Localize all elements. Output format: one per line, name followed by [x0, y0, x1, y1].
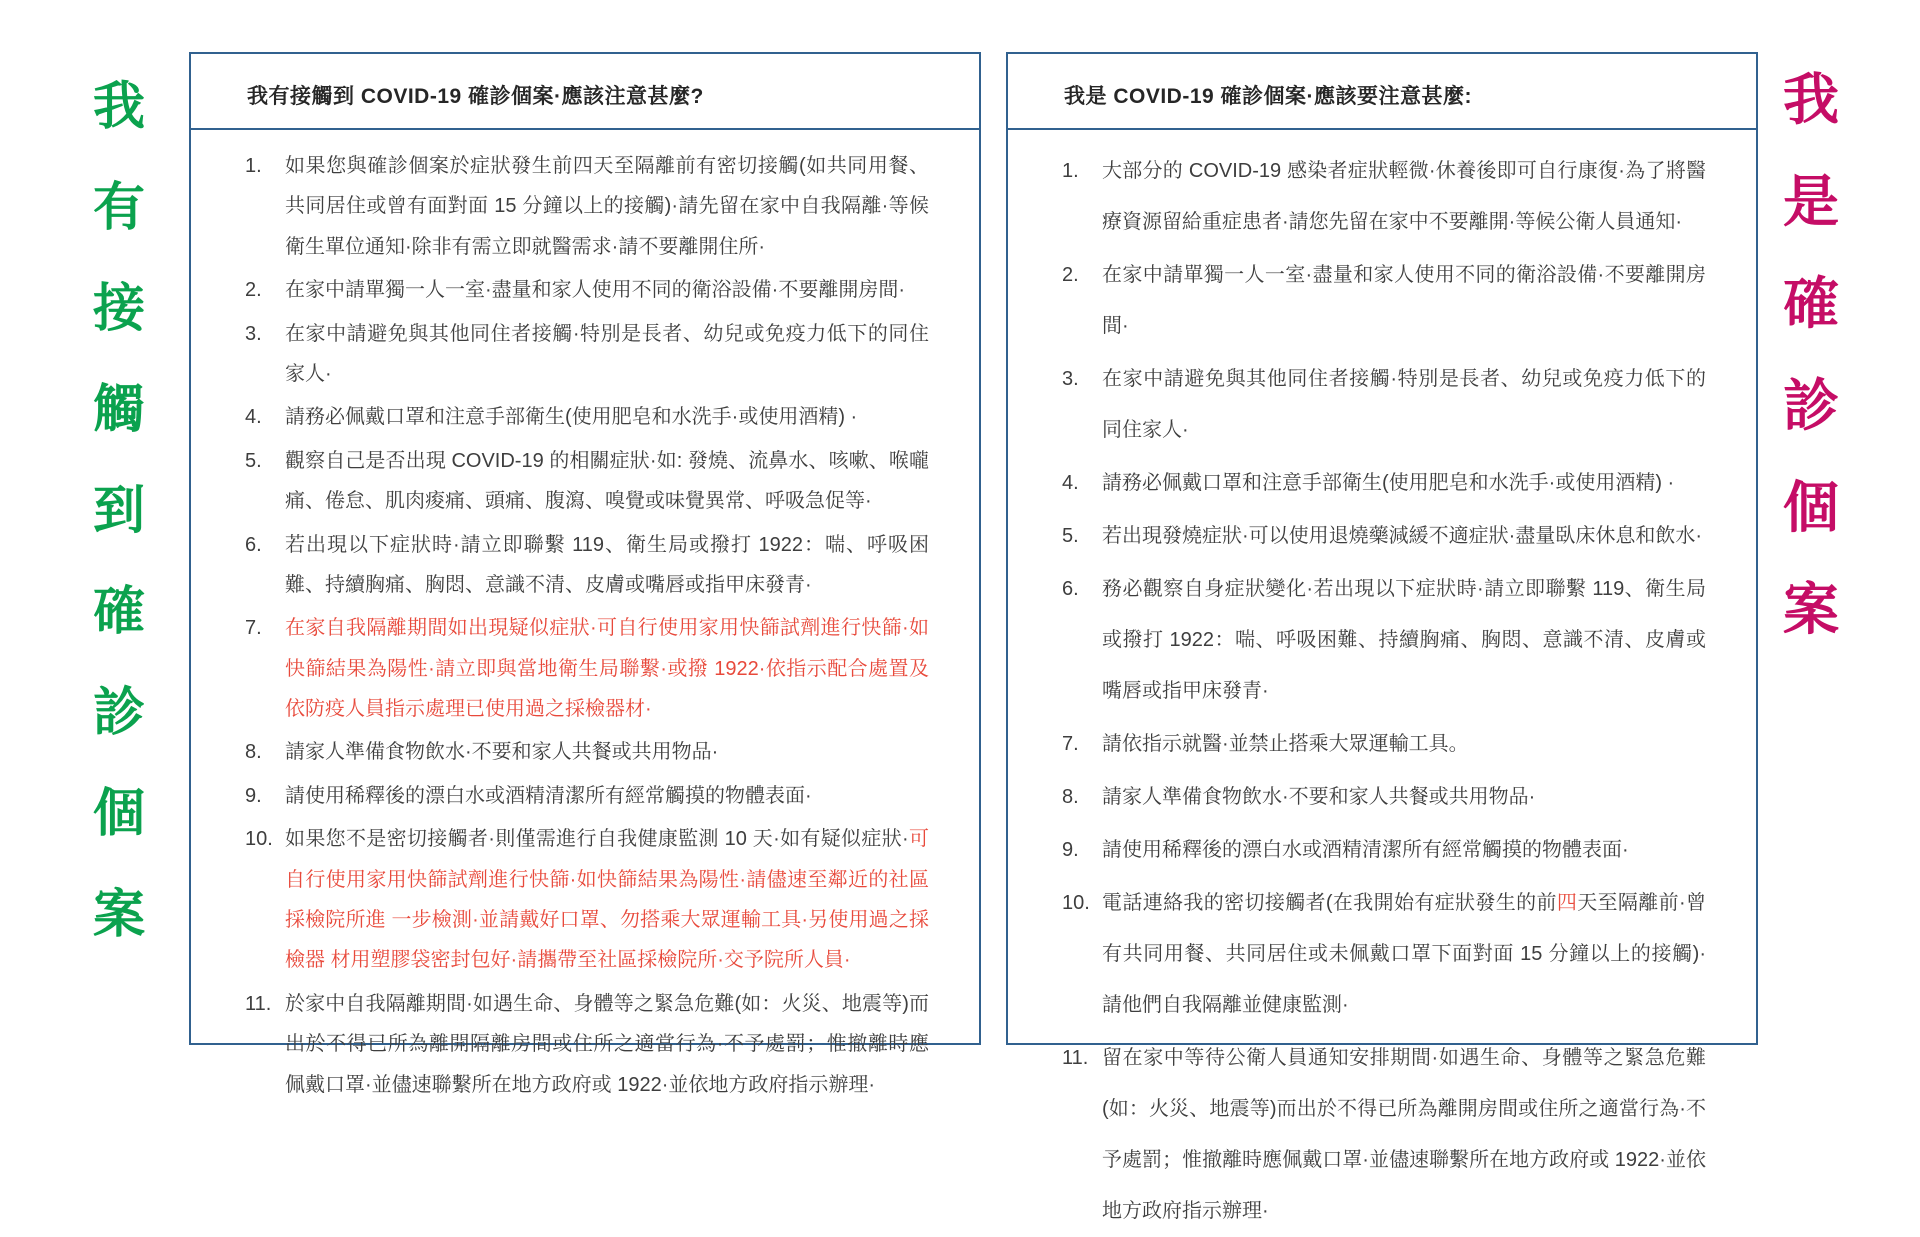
vertical-label-char: 確: [1783, 272, 1839, 335]
instruction-text-segment: 請務必佩戴口罩和注意手部衛生(使用肥皂和水洗手·或使用酒精) ·: [1102, 472, 1675, 494]
contact-case-panel: [189, 52, 981, 1096]
confirmed-case-panel-title: 我是 COVID-19 確診個案·應該要注意甚麼:: [1008, 54, 1756, 130]
instruction-item-number: 7.: [245, 617, 262, 640]
instruction-text-segment: 如果您與確診個案於症狀發生前四天至隔離前有密切接觸(如共同用餐、共同居住或曾有面對面 15 分鐘以上的接觸)·請先留在家中自我隔離·等候衛生單位通知·除非有需立即就醫需求·請不要離開住所·: [285, 155, 929, 258]
instruction-item-number: 3.: [1062, 368, 1079, 390]
vertical-label-char: 是: [1783, 170, 1839, 233]
instruction-item-number: 1.: [245, 155, 262, 177]
vertical-label-char: 我: [1783, 68, 1839, 131]
instruction-item-number: 9.: [1062, 839, 1079, 861]
vertical-label-char: 有: [92, 179, 145, 237]
instruction-item: [1062, 878, 1706, 1031]
instruction-item: [1062, 250, 1706, 352]
contact-case-panel-title: 我有接觸到 COVID-19 確診個案·應該注意甚麼?: [191, 54, 979, 130]
instruction-item: [245, 732, 929, 772]
instruction-item: [1062, 719, 1706, 770]
instruction-item-text: [1102, 1033, 1706, 1237]
vertical-label-char: 我: [92, 78, 145, 136]
instruction-item-number: 11.: [1062, 1047, 1089, 1069]
confirmed-case-instruction-list: [1008, 130, 1756, 1237]
instruction-item-text: [285, 146, 929, 267]
instruction-item-text: [1102, 250, 1706, 352]
instruction-item: [245, 146, 929, 267]
confirmed-case-vertical-label: [1774, 56, 1848, 646]
instruction-item-text: [285, 608, 929, 729]
instruction-item-number: 5.: [1062, 525, 1079, 547]
instruction-item: [245, 314, 929, 395]
instruction-text-segment: 務必觀察自身症狀變化·若出現以下症狀時·請立即聯繫 119、衛生局或撥打 1922：喘、呼吸困難、持續胸痛、胸悶、意識不清、皮膚或嘴唇或指甲床發青·: [1102, 578, 1706, 702]
instruction-item-text: [285, 441, 929, 522]
instruction-text-segment: 請務必佩戴口罩和注意手部衛生(使用肥皂和水洗手·或使用酒精) ·: [285, 406, 858, 429]
instruction-text-segment: 請使用稀釋後的漂白水或酒精清潔所有經常觸摸的物體表面·: [1102, 839, 1629, 861]
instruction-item-number: 2.: [1062, 264, 1079, 286]
vertical-label-char: 案: [1783, 578, 1839, 641]
contact-case-instruction-list: [191, 130, 979, 1105]
instruction-item-text: [1102, 511, 1706, 562]
instruction-item-number: 1.: [1062, 160, 1079, 182]
instruction-item: [245, 776, 929, 816]
instruction-text-alert-segment: 四: [1556, 892, 1578, 914]
instruction-text-segment: 在家中請單獨一人一室·盡量和家人使用不同的衛浴設備·不要離開房間·: [1102, 264, 1706, 337]
instruction-item-number: 5.: [245, 449, 262, 472]
instruction-text-segment: 大部分的 COVID-19 感染者症狀輕微·休養後即可自行康復·為了將醫療資源留給重症患者·請您先留在家中不要離開·等候公衛人員通知·: [1102, 160, 1706, 233]
instruction-item: [1062, 146, 1706, 248]
instruction-item: [1062, 1033, 1706, 1237]
instruction-item-text: [1102, 564, 1706, 717]
vertical-label-char: 觸: [92, 381, 145, 439]
vertical-label-char: 診: [1783, 374, 1839, 437]
instruction-text-segment: 請家人準備食物飲水·不要和家人共餐或共用物品·: [1102, 786, 1536, 808]
instruction-text-segment: 留在家中等待公衛人員通知安排期間·如遇生命、身體等之緊急危難(如：火災、地震等)而出於不得已所為離開房間或住所之適當行為·不予處罰；惟撤離時應佩戴口罩·並儘速聯繫所在地方政府或 1922·並依地方政府指示辦理·: [1102, 1047, 1706, 1222]
instruction-item-number: 2.: [245, 279, 262, 302]
instruction-text-segment: 在家中請單獨一人一室·盡量和家人使用不同的衛浴設備·不要離開房間·: [285, 279, 905, 302]
instruction-text-segment: 於家中自我隔離期間·如遇生命、身體等之緊急危難(如：火災、地震等)而出於不得已所為離開隔離房間或住所之適當行為·不予處罰；惟撤離時應佩戴口罩·並儘速聯繫所在地方政府或 1922·並依地方政府指示辦理·: [285, 992, 929, 1096]
instruction-text-segment: 電話連絡我的密切接觸者(在我開始有症狀發生的前: [1102, 892, 1557, 914]
instruction-item-text: [285, 314, 929, 395]
instruction-item-text: [285, 525, 929, 606]
vertical-label-char: 到: [92, 482, 145, 540]
instruction-item-text: [285, 397, 929, 437]
instruction-item-number: 4.: [1062, 472, 1079, 494]
instruction-item: [1062, 772, 1706, 823]
vertical-label-char: 接: [92, 280, 145, 338]
instruction-text-segment: 觀察自己是否出現 COVID-19 的相關症狀·如: 發燒、流鼻水、咳嗽、喉嚨痛、倦怠、肌肉痠痛、頭痛、腹瀉、嗅覺或味覺異常、呼吸急促等·: [285, 449, 929, 513]
instruction-item-number: 11.: [245, 992, 272, 1015]
instruction-item-number: 6.: [1062, 578, 1079, 600]
instruction-item-number: 8.: [1062, 786, 1079, 808]
instruction-item-number: 6.: [245, 533, 262, 556]
instruction-item: [245, 819, 929, 981]
vertical-label-char: 案: [92, 886, 145, 944]
instruction-item-text: [1102, 878, 1706, 1031]
instruction-item-text: [285, 819, 929, 981]
instruction-item-number: 9.: [245, 784, 262, 807]
instruction-item: [245, 608, 929, 729]
instruction-text-segment: 請家人準備食物飲水·不要和家人共餐或共用物品·: [285, 741, 719, 764]
instruction-item-text: [285, 984, 929, 1105]
instruction-item-number: 7.: [1062, 733, 1079, 755]
instruction-item-text: [1102, 146, 1706, 248]
instruction-text-segment: 請使用稀釋後的漂白水或酒精清潔所有經常觸摸的物體表面·: [285, 784, 812, 807]
instruction-item-text: [1102, 354, 1706, 456]
instruction-item: [245, 984, 929, 1105]
instruction-item-number: 10.: [245, 828, 273, 851]
instruction-item-text: [285, 270, 929, 310]
instruction-item: [245, 270, 929, 310]
instruction-text-alert-segment: 在家自我隔離期間如出現疑似症狀·可自行使用家用快篩試劑進行快篩·如快篩結果為陽性·請立即與當地衛生局聯繫·或撥 1922·依指示配合處置及依防疫人員指示處理已使用過之採檢器材·: [285, 617, 929, 721]
instruction-item: [1062, 458, 1706, 509]
vertical-label-char: 診: [92, 684, 145, 742]
instruction-text-segment: 天至隔離前·曾有共同用餐、共同居住或未佩戴口罩下面對面 15 分鐘以上的接觸)·請他們自我隔離並健康監測·: [1102, 892, 1706, 1016]
instruction-item: [245, 397, 929, 437]
instruction-item-text: [285, 776, 929, 816]
vertical-label-char: 確: [92, 583, 145, 641]
instruction-item-text: [1102, 719, 1706, 770]
instruction-item-number: 3.: [245, 322, 262, 345]
instruction-item: [1062, 564, 1706, 717]
instruction-text-segment: 請依指示就醫·並禁止搭乘大眾運輸工具。: [1102, 733, 1469, 755]
instruction-text-alert-segment: 可自行使用家用快篩試劑進行快篩·如快篩結果為陽性·請儘速至鄰近的社區採檢院所進 一步檢測·並請戴好口罩、勿搭乘大眾運輸工具·另使用過之採檢器 材用塑膠袋密封包好·請攜帶至社區採檢院所·交予院所人員·: [285, 828, 930, 972]
vertical-label-char: 個: [92, 785, 145, 843]
instruction-text-segment: 在家中請避免與其他同住者接觸·特別是長者、幼兒或免疫力低下的同住家人·: [1102, 368, 1706, 441]
instruction-item: [1062, 354, 1706, 456]
instruction-item: [1062, 511, 1706, 562]
instruction-item-number: 8.: [245, 741, 262, 764]
instruction-text-segment: 如果您不是密切接觸者·則僅需進行自我健康監測 10 天·如有疑似症狀·: [285, 828, 909, 851]
contact-case-vertical-label: [84, 64, 154, 947]
instruction-item: [1062, 825, 1706, 876]
instruction-item-text: [1102, 825, 1706, 876]
instruction-item-text: [285, 732, 929, 772]
instruction-item-text: [1102, 458, 1706, 509]
instruction-text-segment: 若出現發燒症狀·可以使用退燒藥減緩不適症狀·盡量臥床休息和飲水·: [1102, 525, 1702, 547]
instruction-item: [245, 441, 929, 522]
instruction-item: [245, 525, 929, 606]
instruction-text-segment: 若出現以下症狀時·請立即聯繫 119、衛生局或撥打 1922：喘、呼吸困難、持續胸痛、胸悶、意識不清、皮膚或嘴唇或指甲床發青·: [285, 533, 929, 596]
instruction-item-text: [1102, 772, 1706, 823]
confirmed-case-panel: [1006, 52, 1758, 1222]
instruction-text-segment: 在家中請避免與其他同住者接觸·特別是長者、幼兒或免疫力低下的同住家人·: [285, 322, 929, 385]
vertical-label-char: 個: [1783, 476, 1839, 539]
instruction-item-number: 4.: [245, 406, 262, 429]
instruction-item-number: 10.: [1062, 892, 1090, 914]
